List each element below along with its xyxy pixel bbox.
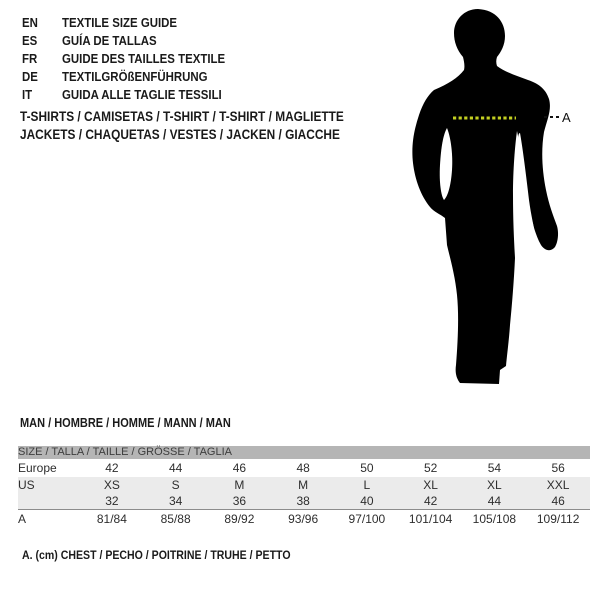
measurement-footnote	[22, 548, 327, 562]
cell: 109/112	[526, 509, 590, 528]
section-title-man	[20, 416, 260, 430]
cell: 101/104	[399, 509, 463, 528]
cell: 36	[208, 493, 272, 509]
cell: 46	[208, 459, 272, 477]
lang-label: GUIDE DES TAILLES TEXTILE	[62, 50, 226, 66]
row-label	[18, 493, 80, 509]
lang-code: ES	[22, 32, 38, 48]
lang-code: DE	[22, 68, 38, 84]
section-title-text: MAN / HOMBRE / HOMME / MANN / MAN	[20, 416, 231, 430]
table-row-europe	[18, 459, 590, 477]
cell: 44	[144, 459, 208, 477]
lang-label: TEXTILGRÖßENFÜHRUNG	[62, 68, 208, 84]
cell: 34	[144, 493, 208, 509]
category-jackets-text: JACKETS / CHAQUETAS / VESTES / JACKEN / GIACCHE	[20, 127, 340, 142]
cell: 105/108	[463, 509, 527, 528]
table-row-us	[18, 477, 590, 493]
cell: 52	[399, 459, 463, 477]
size-table-container	[18, 446, 590, 528]
cell: XS	[80, 477, 144, 493]
lang-code: FR	[22, 50, 38, 66]
cell: 85/88	[144, 509, 208, 528]
cell: 32	[80, 493, 144, 509]
cell: L	[335, 477, 399, 493]
table-row-us-numeric	[18, 493, 590, 509]
row-label: A	[18, 509, 80, 528]
row-label: Europe	[18, 459, 80, 477]
cell: 42	[399, 493, 463, 509]
lang-code: EN	[22, 14, 38, 30]
cell: M	[271, 477, 335, 493]
cell: 97/100	[335, 509, 399, 528]
footnote-text: A. (cm) CHEST / PECHO / POITRINE / TRUHE / PETTO	[22, 548, 291, 562]
lang-label: GUIDA ALLE TAGLIE TESSILI	[62, 86, 222, 102]
cell: XXL	[526, 477, 590, 493]
cell: 44	[463, 493, 527, 509]
cell: 81/84	[80, 509, 144, 528]
cell: XL	[463, 477, 527, 493]
cell: S	[144, 477, 208, 493]
measure-label-a: A	[562, 110, 571, 125]
cell: 40	[335, 493, 399, 509]
cell: 50	[335, 459, 399, 477]
cell: XL	[399, 477, 463, 493]
cell: M	[208, 477, 272, 493]
man-silhouette	[412, 9, 558, 384]
cell: 46	[526, 493, 590, 509]
cell: 93/96	[271, 509, 335, 528]
cell: 42	[80, 459, 144, 477]
cell: 48	[271, 459, 335, 477]
lang-code: IT	[22, 86, 33, 102]
lang-label: GUÍA DE TALLAS	[62, 32, 157, 48]
cell: 54	[463, 459, 527, 477]
category-tshirts-text: T-SHIRTS / CAMISETAS / T-SHIRT / T-SHIRT / MAGLIETTE	[20, 109, 344, 124]
size-table-header-row	[18, 446, 590, 459]
table-row-chest-a	[18, 509, 590, 528]
row-label: US	[18, 477, 80, 493]
lang-label: TEXTILE SIZE GUIDE	[62, 14, 178, 30]
cell: 38	[271, 493, 335, 509]
size-table-header: SIZE / TALLA / TAILLE / GRÖSSE / TAGLIA	[18, 446, 590, 459]
size-table	[18, 446, 590, 528]
cell: 56	[526, 459, 590, 477]
cell: 89/92	[208, 509, 272, 528]
